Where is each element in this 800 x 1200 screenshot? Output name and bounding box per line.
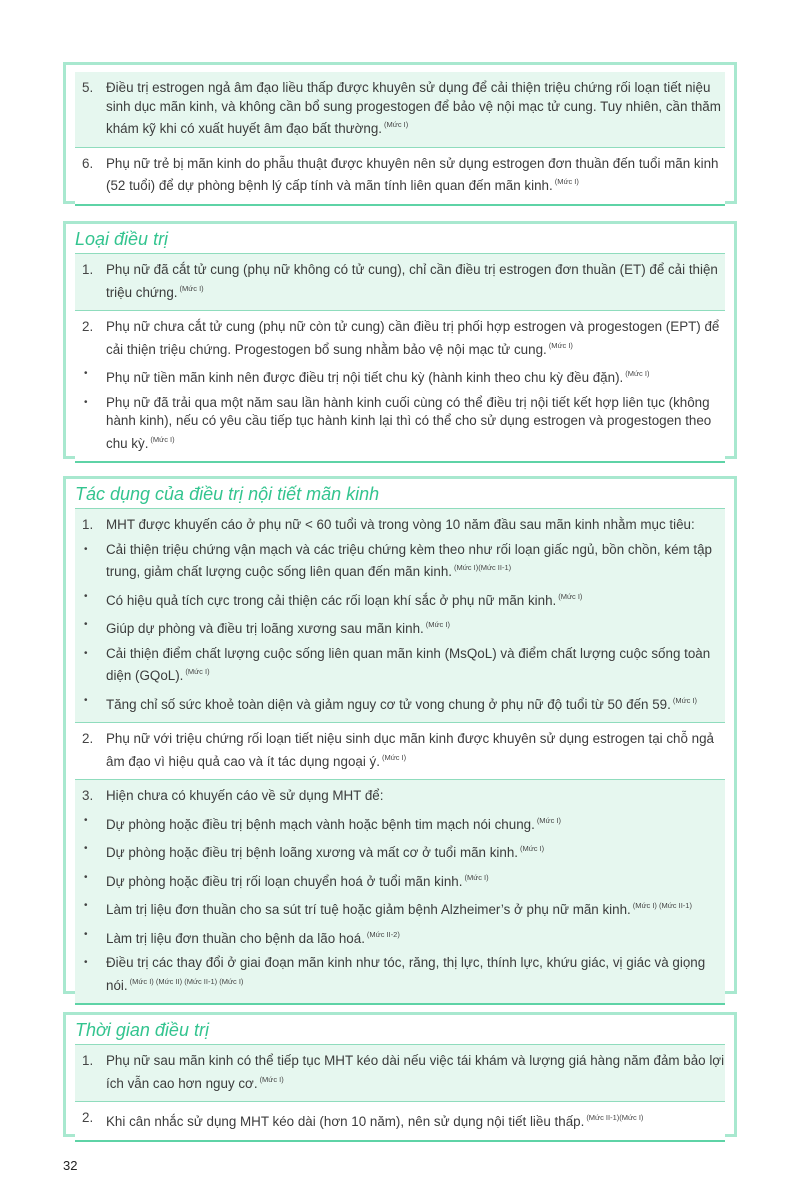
evidence-level: (Mức I) [381, 752, 407, 762]
recommendation-group [75, 148, 725, 206]
bullet-item [75, 923, 725, 952]
evidence-level: (Mức I) (Mức II) (Mức II-1) (Mức I) [129, 976, 244, 986]
item-text [106, 79, 725, 139]
item-number: 1. [82, 262, 94, 277]
bullet-item [75, 391, 725, 457]
recommendation-group [75, 723, 725, 780]
item-text [106, 1052, 725, 1093]
item-text-content: Khi cân nhắc sử dụng MHT kéo dài (hơn 10 năm), nên sử dụng nội tiết liều thấp. [106, 1114, 585, 1129]
bullet-icon: • [84, 871, 88, 883]
item-text-content: Tăng chỉ số sức khoẻ toàn diện và giảm nguy cơ tử vong chung ở phụ nữ độ tuổi từ 50 đến 59. [106, 696, 671, 712]
evidence-level: (Mức I) [150, 434, 175, 444]
numbered-item [75, 76, 725, 142]
bullet-item [75, 951, 725, 998]
item-text [106, 261, 725, 302]
item-text-content: Dự phòng hoặc điều trị bệnh loãng xương và mất cơ ở tuổi mãn kinh. [106, 845, 518, 860]
bullet-item [75, 689, 725, 718]
bullet-item [75, 894, 725, 923]
numbered-item [75, 258, 725, 305]
bullet-item [75, 866, 725, 895]
evidence-level: (Mức I) [464, 872, 489, 882]
bullet-icon: • [84, 900, 88, 911]
section-title: Loại điều trị [75, 224, 725, 254]
item-text [106, 616, 725, 639]
item-number: 2. [82, 319, 94, 334]
item-text-content: Phụ nữ trẻ bị mãn kinh do phẫu thuật được khuyên nên sử dụng estrogen đơn thuần đến tuổi mãn kinh (52 tuổi) để dự phòng bệnh lý cấp tính và mãn tính liên quan đến mãn kinh. [106, 155, 719, 193]
item-text [106, 1109, 725, 1132]
evidence-level: (Mức I) [259, 1074, 284, 1084]
bullet-item [75, 585, 725, 614]
item-text [106, 787, 725, 806]
item-text [106, 730, 725, 771]
bullet-item [75, 642, 725, 689]
item-text [106, 645, 725, 686]
numbered-item [75, 1106, 725, 1135]
item-text [106, 926, 725, 949]
item-text-content: Dự phòng hoặc điều trị rối loạn chuyển hoá ở tuổi mãn kinh. [106, 873, 463, 889]
item-text-content: Hiện chưa có khuyến cáo về sử dụng MHT để: [106, 788, 384, 803]
item-text-content: Làm trị liệu đơn thuần cho bệnh da lão hoá. [106, 930, 365, 946]
section-treatment-duration [63, 1012, 737, 1137]
section-continued-recommendations [63, 62, 737, 204]
evidence-level: (Mức I) [554, 177, 579, 186]
bullet-item [75, 837, 725, 866]
item-number: 3. [82, 788, 94, 803]
bullet-icon: • [84, 368, 88, 379]
evidence-level: (Mức I)(Mức II-1) [454, 563, 512, 572]
item-text [106, 840, 725, 863]
item-text-content: Giúp dự phòng và điều trị loãng xương sau mãn kinh. [106, 621, 424, 636]
evidence-level: (Mức I) [185, 667, 210, 676]
item-text [106, 318, 725, 359]
bullet-icon: • [84, 647, 88, 659]
item-text-content: Dự phòng hoặc điều trị bệnh mạch vành hoặc bệnh tim mạch nói chung. [106, 816, 535, 832]
evidence-level: (Mức I) [179, 283, 204, 293]
numbered-item [75, 513, 725, 538]
page-number: 32 [63, 1158, 78, 1173]
recommendation-group [75, 254, 725, 311]
item-text [106, 155, 725, 196]
item-text-content: Làm trị liệu đơn thuần cho sa sút trí tuệ hoặc giảm bệnh Alzheimer’s ở phụ nữ mãn kinh. [106, 902, 631, 917]
item-number: 1. [82, 517, 94, 532]
section-title: Thời gian điều trị [75, 1015, 725, 1045]
recommendation-group [75, 1102, 725, 1142]
section-title: Tác dụng của điều trị nội tiết mãn kinh [75, 479, 725, 509]
item-text [106, 897, 725, 920]
evidence-level: (Mức I) [384, 120, 409, 129]
bullet-icon: • [84, 694, 88, 706]
bullet-icon: • [84, 396, 88, 408]
item-text-content: Điều trị estrogen ngả âm đạo liều thấp được khuyên sử dụng để cải thiện triệu chứng rối loạn tiết niệu sinh dục mãn kinh, và không cần bổ sung progestogen để bảo vệ nội mạc tử cung. Tuy nhiên, cần thăm khám kỹ khi có xuất huyết âm đạo bất thường. [106, 80, 721, 136]
section-treatment-types [63, 221, 737, 459]
bullet-item [75, 613, 725, 642]
numbered-item [75, 784, 725, 809]
evidence-level: (Mức I) [672, 695, 698, 705]
item-number: 1. [82, 1053, 94, 1068]
bullet-item [75, 362, 725, 391]
item-number: 5. [82, 80, 94, 95]
item-number: 6. [82, 155, 94, 171]
item-text [106, 588, 725, 611]
evidence-level: (Mức I) [536, 815, 561, 825]
item-text-content: Có hiệu quả tích cực trong cải thiện các rối loạn khí sắc ở phụ nữ mãn kinh. [106, 592, 557, 608]
recommendation-group [75, 509, 725, 723]
item-text-content: MHT được khuyến cáo ở phụ nữ < 60 tuổi và trong vòng 10 năm đầu sau mãn kinh nhằm mục tiêu: [106, 517, 695, 532]
item-text-content: Cải thiện triệu chứng vận mạch và các triệu chứng kèm theo như rối loạn giấc ngủ, bồn chồn, kém tập trung, giảm chất lượng cuộc sống liên quan đến mãn kinh. [106, 541, 713, 579]
numbered-item [75, 315, 725, 362]
evidence-level: (Mức I) [625, 369, 650, 378]
item-text-content: Phụ nữ tiền mãn kinh nên được điều trị nội tiết chu kỳ (hành kinh theo chu kỳ đều đặn). [106, 370, 624, 385]
bullet-icon: • [84, 543, 88, 555]
item-text-content: Phụ nữ sau mãn kinh có thể tiếp tục MHT kéo dài nếu việc tái khám và lượng giá hàng năm đảm bảo lợi ích vẫn cao hơn nguy cơ. [106, 1053, 725, 1091]
item-text [106, 541, 725, 582]
item-text-content: Điều trị các thay đổi ở giai đoạn mãn kinh như tóc, răng, thị lực, thính lực, khứu giác, vị giác và giọng nói. [106, 955, 706, 993]
item-text-content: Phụ nữ đã trải qua một năm sau lần hành kinh cuối cùng có thể điều trị nội tiết kết hợp liên tục (không hành kinh), nếu có yêu cầu tiếp tục hành kinh lại thì có thể cho sử dụng estrogen và progestogen theo chu kỳ. [106, 394, 712, 451]
evidence-level: (Mức I) [520, 844, 545, 853]
evidence-level: (Mức I) [558, 591, 583, 601]
item-number: 2. [82, 1110, 94, 1125]
evidence-level: (Mức I) (Mức II-1) [632, 901, 692, 910]
item-text-content: Phụ nữ đã cắt tử cung (phụ nữ không có tử cung), chỉ cần điều trị estrogen đơn thuần (ET) để cải thiện triệu chứng. [106, 262, 718, 300]
item-text-content: Phụ nữ với triệu chứng rối loạn tiết niệu sinh dục mãn kinh được khuyên sử dụng estrogen tại chỗ ngả âm đạo vì hiệu quả cao và ít tác dụng ngoại ý. [106, 731, 714, 769]
recommendation-group [75, 1045, 725, 1102]
evidence-level: (Mức II-1)(Mức I) [586, 1113, 644, 1122]
item-text [106, 692, 725, 715]
numbered-item [75, 727, 725, 774]
recommendation-group [75, 72, 725, 148]
bullet-icon: • [84, 843, 88, 854]
bullet-icon: • [84, 590, 88, 602]
section-hormone-therapy-effects [63, 476, 737, 994]
evidence-level: (Mức I) [548, 340, 573, 350]
numbered-item [75, 152, 725, 199]
item-text [106, 516, 725, 535]
recommendation-group [75, 311, 725, 463]
item-text [106, 812, 725, 835]
item-text-content: Phụ nữ chưa cắt tử cung (phụ nữ còn tử cung) cần điều trị phối hợp estrogen và progestogen (EPT) để cải thiện triệu chứng. Progestogen bổ sung nhằm bảo vệ nội mạc tử cung. [106, 319, 720, 357]
item-text-content: Cải thiện điểm chất lượng cuộc sống liên quan mãn kinh (MsQoL) và điểm chất lượng cuộc sống toàn diện (GQoL). [106, 645, 711, 683]
bullet-item [75, 538, 725, 585]
numbered-item [75, 1049, 725, 1096]
bullet-icon: • [84, 928, 88, 940]
bullet-item [75, 809, 725, 838]
evidence-level: (Mức II-2) [366, 929, 400, 939]
recommendation-group [75, 780, 725, 1005]
bullet-icon: • [84, 957, 88, 968]
bullet-icon: • [84, 619, 88, 630]
item-text [106, 954, 725, 995]
item-text [106, 869, 725, 892]
item-text [106, 394, 725, 454]
evidence-level: (Mức I) [425, 620, 450, 629]
item-text [106, 365, 725, 388]
item-number: 2. [82, 731, 94, 746]
bullet-icon: • [84, 814, 88, 826]
